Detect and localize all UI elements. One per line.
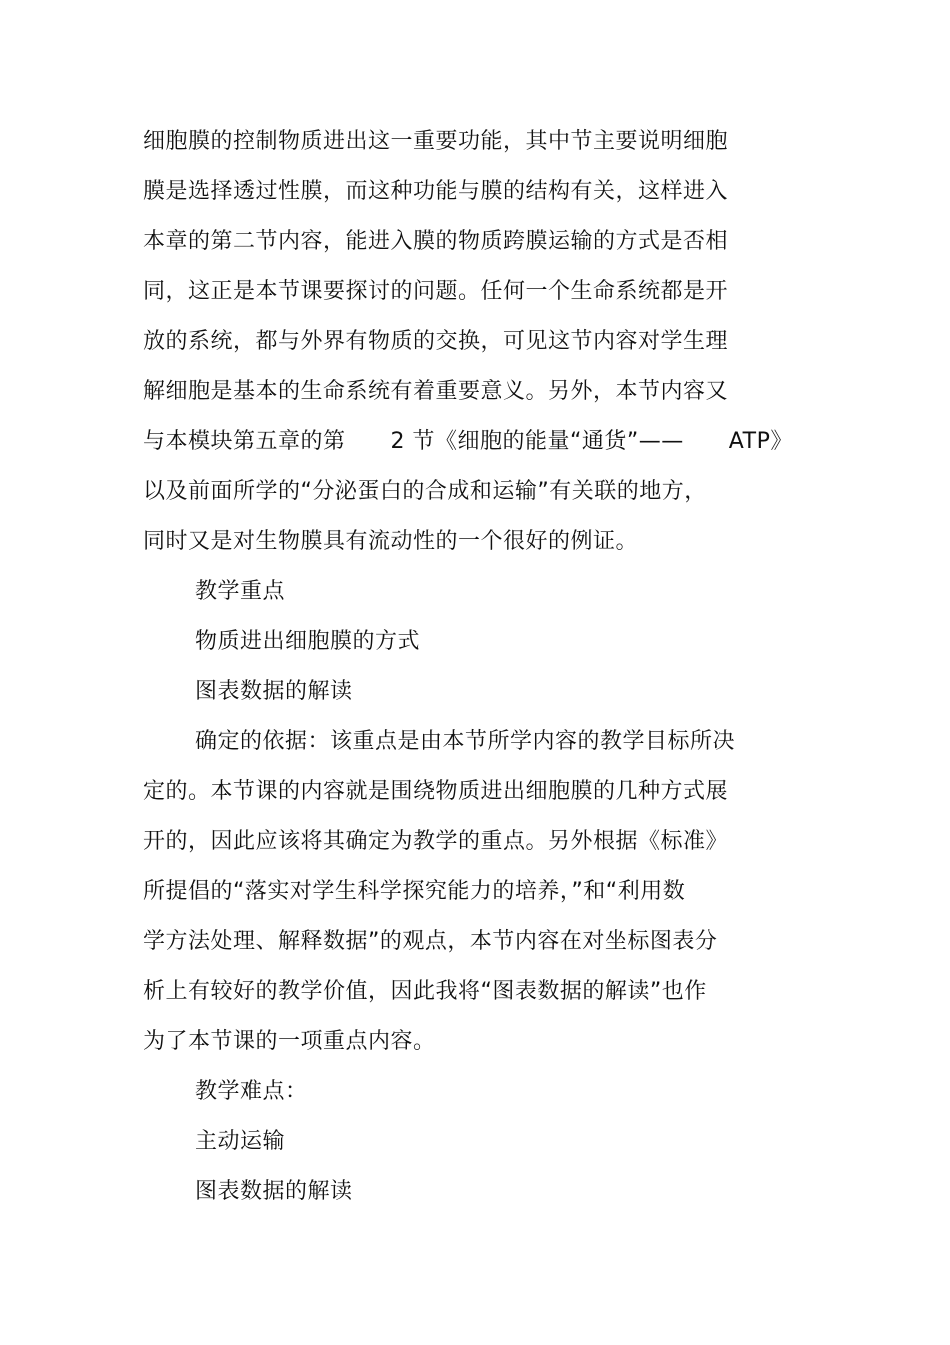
paragraph-line: 学方法处理、解释数据”的观点，本节内容在对坐标图表分 bbox=[143, 929, 718, 954]
paragraph-line: 同时又是对生物膜具有流动性的一个很好的例证。 bbox=[143, 529, 639, 554]
paragraph-line: 以及前面所学的“分泌蛋白的合成和运输”有关联的地方， bbox=[143, 479, 707, 504]
paragraph-line: 本章的第二节内容，能进入膜的物质跨膜运输的方式是否相 bbox=[143, 229, 729, 254]
paragraph-line: 析上有较好的教学价值，因此我将“图表数据的解读”也作 bbox=[143, 979, 707, 1004]
paragraph-line: 膜是选择透过性膜，而这种功能与膜的结构有关，这样进入 bbox=[143, 179, 729, 204]
section-heading-key-points: 教学重点 bbox=[195, 579, 286, 604]
paragraph-line: 为了本节课的一项重点内容。 bbox=[143, 1029, 436, 1054]
paragraph-line: 所提倡的“落实对学生科学探究能力的培养，”和“利用数 bbox=[143, 879, 686, 904]
key-point-item: 物质进出细胞膜的方式 bbox=[195, 629, 421, 654]
section-heading-difficulties: 教学难点： bbox=[195, 1079, 308, 1104]
paragraph-line: 细胞膜的控制物质进出这一重要功能，其中节主要说明细胞 bbox=[143, 129, 729, 154]
paragraph-line: 放的系统，都与外界有物质的交换，可见这节内容对学生理 bbox=[143, 329, 729, 354]
paragraph-line: 开的，因此应该将其确定为教学的重点。另外根据《标准》 bbox=[143, 829, 729, 854]
paragraph-line: 确定的依据：该重点是由本节所学内容的教学目标所决 bbox=[195, 729, 736, 754]
difficulty-item: 图表数据的解读 bbox=[195, 1179, 353, 1204]
paragraph-line: 同，这正是本节课要探讨的问题。任何一个生命系统都是开 bbox=[143, 279, 729, 304]
key-point-item: 图表数据的解读 bbox=[195, 679, 353, 704]
paragraph-line: 定的。本节课的内容就是围绕物质进出细胞膜的几种方式展 bbox=[143, 779, 729, 804]
paragraph-line: 与本模块第五章的第 2 节《细胞的能量“通货”—— ATP》 bbox=[143, 429, 793, 454]
difficulty-item: 主动运输 bbox=[195, 1129, 286, 1154]
paragraph-line: 解细胞是基本的生命系统有着重要意义。另外，本节内容又 bbox=[143, 379, 729, 404]
